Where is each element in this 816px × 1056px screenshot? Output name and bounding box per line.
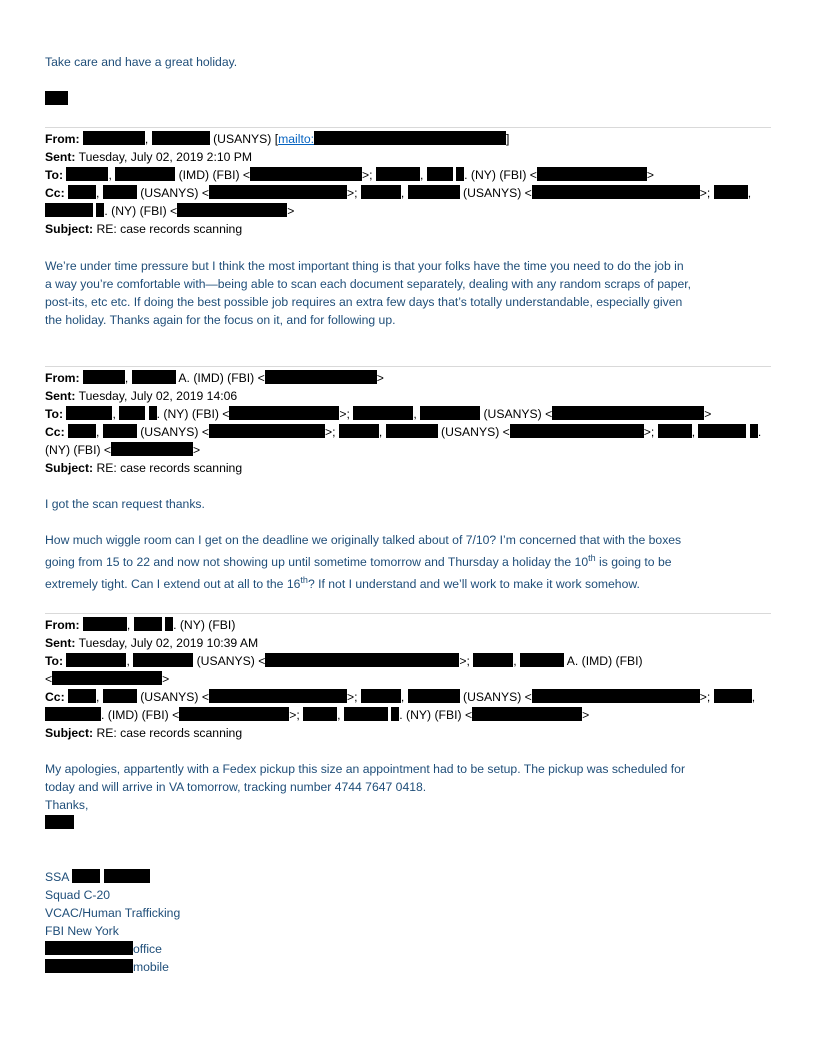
- redaction: [132, 370, 176, 384]
- cc-line: Cc: , (USANYS) < >; , (USANYS) < >; ,: [45, 186, 752, 200]
- body-line: How much wiggle room can I get on the deadline we originally talked about of 7/10? I’m concerned that with the boxes: [45, 533, 682, 547]
- cc-line-cont: . (NY) (FBI) < >: [45, 202, 294, 220]
- redaction: [68, 185, 96, 199]
- redaction: [229, 406, 339, 420]
- redaction: [66, 406, 112, 420]
- redaction: [66, 167, 108, 181]
- redaction: [111, 442, 193, 456]
- signature-title: SSA: [45, 868, 150, 886]
- redaction: [520, 653, 564, 667]
- body-line: extremely tight. Can I extend out at all to the 16th? If not I understand and we’ll work to make it work somehow.: [45, 574, 640, 591]
- redaction: [68, 689, 96, 703]
- signature-office-phone: office: [45, 940, 162, 958]
- redaction: [83, 370, 125, 384]
- sent-line: Sent: Tuesday, July 02, 2019 14:06: [45, 389, 238, 403]
- to-line-cont: < >: [45, 672, 170, 686]
- redaction: [133, 653, 193, 667]
- signature-office: FBI New York: [45, 924, 119, 938]
- body-line: a way you’re comfortable with—being able to scan each document separately, dealing with any random scraps of paper,: [45, 277, 692, 291]
- redaction: [408, 689, 460, 703]
- mailto-link[interactable]: mailto:: [278, 132, 315, 146]
- cc-line-cont: . (IMD) (FBI) < >; , . (NY) (FBI) < >: [45, 706, 589, 724]
- redaction: [104, 869, 150, 883]
- cc-line: Cc: , (USANYS) < >; , (USANYS) < >; ,: [45, 690, 756, 704]
- redaction: [152, 131, 210, 145]
- redaction: [103, 185, 137, 199]
- sent-line: Sent: Tuesday, July 02, 2019 2:10 PM: [45, 150, 253, 164]
- redaction: [344, 707, 388, 721]
- redaction: [658, 424, 692, 438]
- from-line: From: , . (NY) (FBI): [45, 618, 236, 632]
- sent-line: Sent: Tuesday, July 02, 2019 10:39 AM: [45, 636, 259, 650]
- redaction: [314, 131, 506, 145]
- redaction: [45, 707, 101, 721]
- body-line: I got the scan request thanks.: [45, 497, 205, 511]
- redaction: [66, 653, 126, 667]
- redaction: [165, 617, 173, 631]
- body-line: going from 15 to 22 and now not showing up until sometime tomorrow and Thursday a holiday the 10th is going to be: [45, 552, 672, 569]
- redaction: [532, 185, 700, 199]
- body-line: My apologies, appartently with a Fedex pickup this size an appointment had to be setup. The pickup was scheduled for: [45, 762, 685, 776]
- redaction: [510, 424, 644, 438]
- cc-line-cont: (NY) (FBI) < >: [45, 443, 201, 457]
- redaction: [339, 424, 379, 438]
- redaction: [532, 689, 700, 703]
- redaction: [149, 406, 157, 420]
- redaction: [303, 707, 337, 721]
- redaction: [83, 617, 127, 631]
- redaction: [353, 406, 413, 420]
- redaction: [209, 185, 347, 199]
- body-line: today and will arrive in VA tomorrow, tracking number 4744 7647 0418.: [45, 780, 427, 794]
- divider: [45, 366, 771, 367]
- redaction: [265, 653, 459, 667]
- redaction: [376, 167, 420, 181]
- redaction: [250, 167, 362, 181]
- redaction: [472, 707, 582, 721]
- redaction: [103, 689, 137, 703]
- redaction: [361, 185, 401, 199]
- subject-line: Subject: RE: case records scanning: [45, 222, 243, 236]
- signature-mobile-phone: mobile: [45, 958, 169, 976]
- redaction: [45, 203, 93, 217]
- redaction: [427, 167, 453, 181]
- redaction: [72, 869, 100, 883]
- redaction: [68, 424, 96, 438]
- subject-line: Subject: RE: case records scanning: [45, 726, 243, 740]
- redaction: [265, 370, 377, 384]
- redaction: [750, 424, 758, 438]
- signature-squad: Squad C-20: [45, 888, 111, 902]
- subject-line: Subject: RE: case records scanning: [45, 461, 243, 475]
- body-line: We’re under time pressure but I think the most important thing is that your folks have the time you need to do the job in: [45, 259, 684, 273]
- redaction: [552, 406, 704, 420]
- redaction: [209, 689, 347, 703]
- redaction: [408, 185, 460, 199]
- redaction: [386, 424, 438, 438]
- redaction: [119, 406, 145, 420]
- redaction: [45, 91, 68, 105]
- redaction: [177, 203, 287, 217]
- redaction: [45, 959, 133, 973]
- redaction: [45, 815, 74, 829]
- redaction: [537, 167, 647, 181]
- redaction: [52, 671, 162, 685]
- redaction: [473, 653, 513, 667]
- signature-unit: VCAC/Human Trafficking: [45, 906, 181, 920]
- redaction: [698, 424, 746, 438]
- redaction: [420, 406, 480, 420]
- redaction: [456, 167, 464, 181]
- redaction: [361, 689, 401, 703]
- thanks-line: Thanks,: [45, 798, 89, 812]
- divider: [45, 127, 771, 128]
- from-line: From: , A. (IMD) (FBI) < >: [45, 371, 384, 385]
- redaction: [209, 424, 325, 438]
- body-line: post-its, etc etc. If doing the best possible job requires an extra few days that’s totally understandable, especially given: [45, 295, 683, 309]
- redaction: [103, 424, 137, 438]
- cc-line: Cc: , (USANYS) < >; , (USANYS) < >; , .: [45, 425, 762, 439]
- redaction: [714, 689, 752, 703]
- divider: [45, 613, 771, 614]
- redaction: [714, 185, 748, 199]
- redaction: [134, 617, 162, 631]
- closing-line: Take care and have a great holiday.: [45, 55, 238, 69]
- redaction: [83, 131, 145, 145]
- to-line: To: , (IMD) (FBI) < >; , . (NY) (FBI) < >: [45, 168, 655, 182]
- to-line: To: , (USANYS) < >; , A. (IMD) (FBI): [45, 654, 643, 668]
- from-line: From: , (USANYS) [mailto: ]: [45, 132, 510, 146]
- redaction: [45, 941, 133, 955]
- redaction: [115, 167, 175, 181]
- redaction: [179, 707, 289, 721]
- body-line: the holiday. Thanks again for the focus on it, and for following up.: [45, 313, 396, 327]
- to-line: To: , . (NY) (FBI) < >; , (USANYS) < >: [45, 407, 712, 421]
